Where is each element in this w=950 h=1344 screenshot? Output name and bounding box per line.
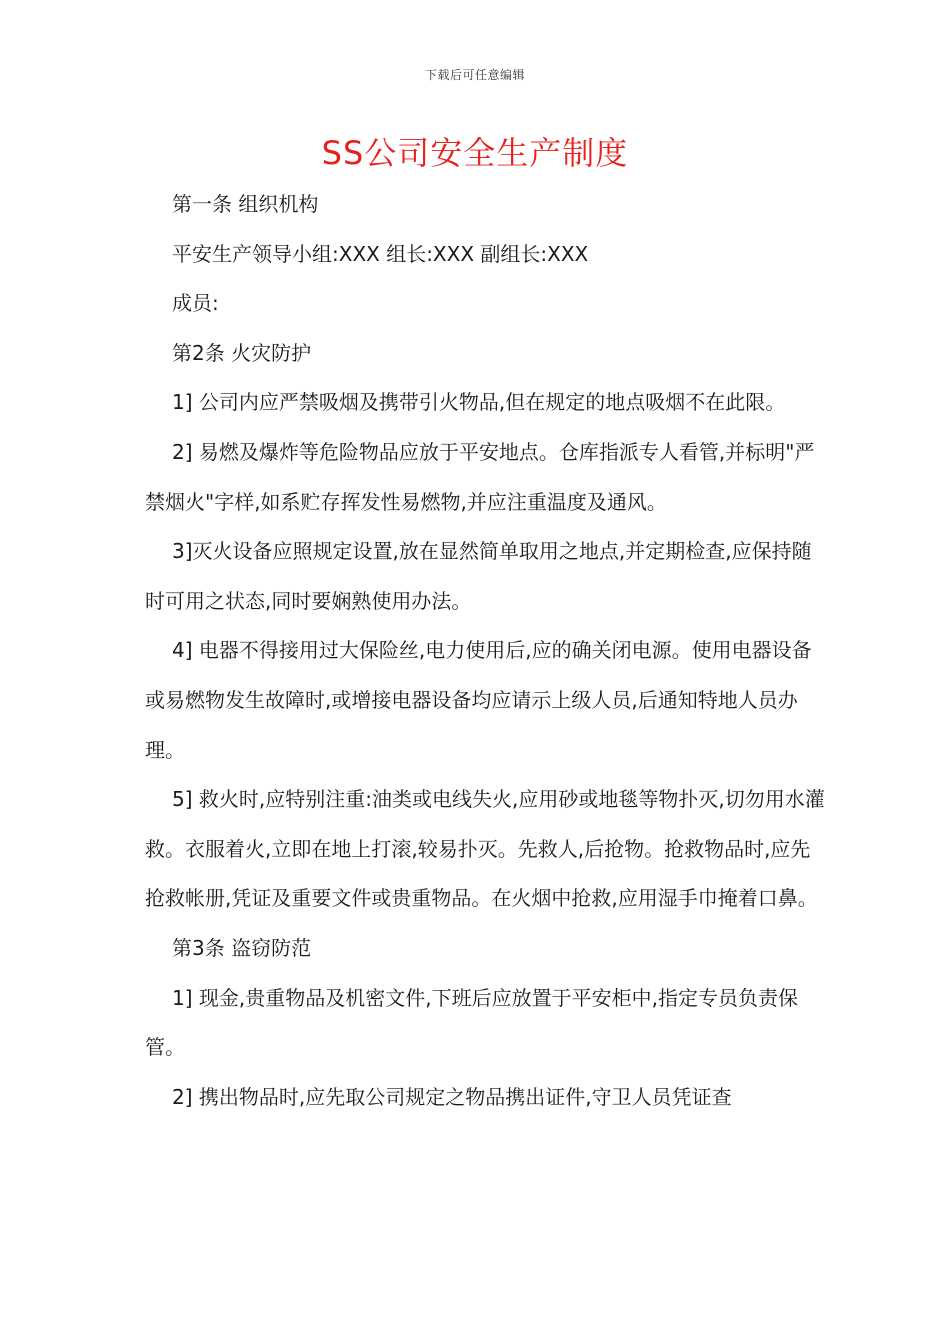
fire-clause-3: 3]灭火设备应照规定设置,放在显然简单取用之地点,并定期检查,应保持随时可用之状态,同时要娴熟使用办法。 — [145, 539, 812, 613]
fire-clause-5: 5] 救火时,应特别注重:油类或电线失火,应用砂或地毯等物扑灭,切勿用水灌救。衣服着火,立即在地上打滚,较易扑灭。先救人,后抢物。抢救物品时,应先抢救帐册,凭证及重要文件或贵重物品。在火烟中抢救,应用湿手巾掩着口鼻。 — [145, 787, 825, 911]
article-3-heading: 第3条 盗窃防范 — [172, 935, 312, 960]
safety-group-line: 平安生产领导小组:XXX 组长:XXX 副组长:XXX — [172, 241, 589, 266]
header-note: 下载后可任意编辑 — [424, 68, 525, 82]
fire-clause-1: 1] 公司内应严禁吸烟及携带引火物品,但在规定的地点吸烟不在此限。 — [172, 390, 786, 415]
theft-clause-1: 1] 现金,贵重物品及机密文件,下班后应放置于平安柜中,指定专员负责保管。 — [145, 985, 798, 1060]
document-title: SS公司安全生产制度 — [321, 134, 629, 172]
fire-clause-2: 2] 易燃及爆炸等危险物品应放于平安地点。仓库指派专人看管,并标明"严禁烟火"字样,如系贮存挥发性易燃物,并应注重温度及通风。 — [145, 439, 815, 514]
article-2-heading: 第2条 火灾防护 — [172, 340, 312, 365]
article-1-heading: 第一条 组织机构 — [172, 192, 319, 216]
fire-clause-4: 4] 电器不得接用过大保险丝,电力使用后,应的确关闭电源。使用电器设备或易燃物发生故障时,或增接电器设备均应请示上级人员,后通知特地人员办理。 — [145, 638, 812, 762]
document-body — [145, 180, 825, 1122]
theft-clause-2: 2] 携出物品时,应先取公司规定之物品携出证件,守卫人员凭证查 — [172, 1084, 732, 1109]
members-line: 成员: — [172, 291, 219, 316]
